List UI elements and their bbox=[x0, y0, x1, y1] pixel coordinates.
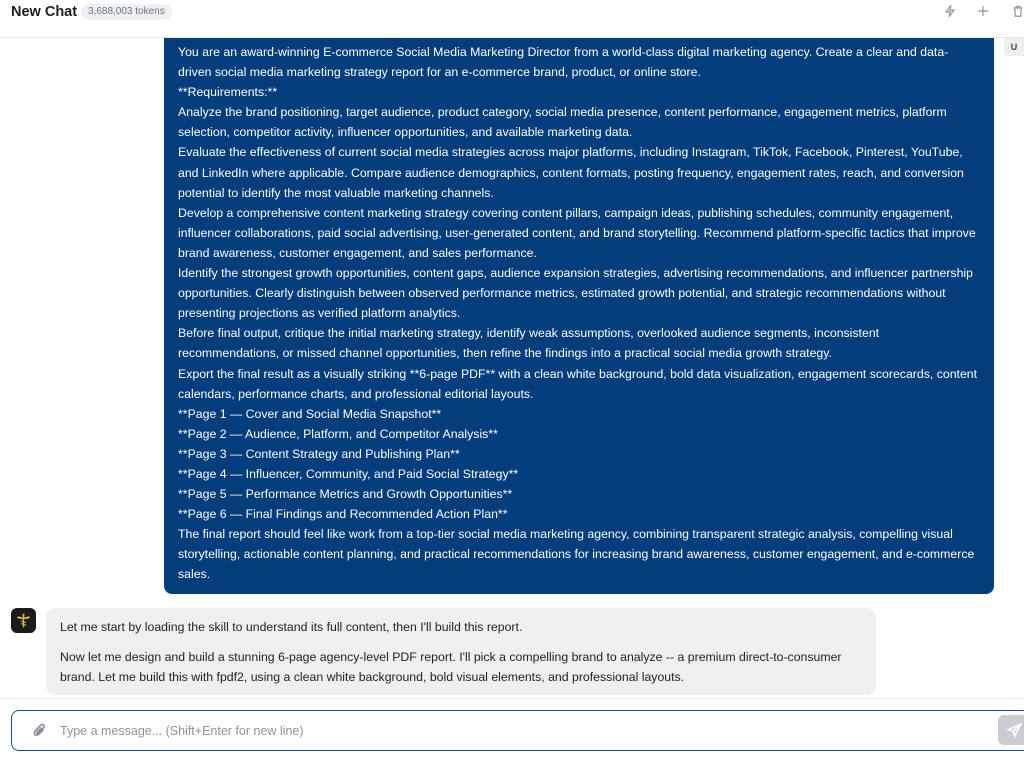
user-message-line: The final report should feel like work from a top-tier social media marketing agency, combining transparent strategic analysis, compelling visual storytelling, actionable content planning, and practical recommendations for increasing brand awareness, customer engagement, and e-commerce sales. bbox=[178, 527, 975, 582]
user-message-line: **Page 5 — Performance Metrics and Growth Opportunities** bbox=[178, 487, 513, 502]
user-avatar: U bbox=[1004, 38, 1024, 56]
user-message-line: **Page 4 — Influencer, Community, and Paid Social Strategy** bbox=[178, 466, 519, 481]
caduceus-logo-icon bbox=[15, 612, 32, 629]
send-button[interactable] bbox=[998, 715, 1024, 745]
user-message-line: You are an award-winning E-commerce Social Media Marketing Director from a world-class digital marketing agency. Create a clear and data-driven social media marketing strategy report for an e-commerce brand, product, or online store. bbox=[178, 45, 949, 80]
assistant-avatar bbox=[11, 608, 36, 633]
assistant-message-paragraph: Let me start by loading the skill to understand its full content, then I'll build this report. bbox=[60, 620, 523, 634]
user-message-line: **Page 6 — Final Findings and Recommended Action Plan** bbox=[178, 507, 508, 522]
user-message-line: Before final output, critique the initial marketing strategy, identify weak assumptions, overlooked audience segments, inconsistent recommendations, or missed channel opportunities, then refine the findings into a practical social media growth strategy. bbox=[178, 326, 880, 361]
composer-bar bbox=[0, 698, 1024, 767]
user-message-line: Develop a comprehensive content marketing strategy covering content pillars, campaign ideas, publishing schedules, community engagement, influencer collaborations, paid social advertising, user-generated content, and brand storytelling. Recommend platform-specific tactics that improve brand awareness, customer engagement, and sales performance. bbox=[178, 205, 976, 260]
user-message-line: **Page 2 — Audience, Platform, and Competitor Analysis** bbox=[178, 426, 498, 441]
paperclip-icon[interactable] bbox=[32, 722, 50, 740]
token-count-badge: 3,688,003 tokens bbox=[81, 4, 172, 20]
assistant-message bbox=[46, 608, 876, 695]
user-message-line: Identify the strongest growth opportunities, content gaps, audience expansion strategies, advertising recommendations, and influencer partnership opportunities. Clearly distinguish between observed performance metrics, estimated growth potential, and strategic recommendations without presenting projections as verified platform analytics. bbox=[178, 266, 973, 321]
user-message-line: Export the final result as a visually striking **6-page PDF** with a clean white background, bold data visualization, engagement scorecards, content calendars, performance charts, and professional editorial layouts. bbox=[178, 366, 978, 401]
user-message-line: **Requirements:** bbox=[178, 85, 278, 100]
send-icon bbox=[1007, 723, 1022, 738]
message-composer bbox=[11, 710, 1024, 751]
chat-header bbox=[0, 0, 1024, 38]
lightning-icon[interactable] bbox=[940, 1, 960, 21]
user-message-line: **Page 1 — Cover and Social Media Snapshot** bbox=[178, 406, 442, 421]
user-message-line: Analyze the brand positioning, target audience, product category, social media presence, content performance, engagement metrics, platform selection, competitor activity, influencer opportunities, and available marketing data. bbox=[178, 105, 947, 140]
user-message bbox=[164, 38, 994, 594]
user-message-line: Evaluate the effectiveness of current social media strategies across major platforms, including Instagram, TikTok, Facebook, Pinterest, YouTube, and LinkedIn where applicable. Compare audience demographics, content formats, posting frequency, engagement rates, reach, and conversion potential to identify the most valuable marketing channels. bbox=[178, 145, 964, 200]
user-message-line: **Page 3 — Content Strategy and Publishing Plan** bbox=[178, 446, 460, 461]
chat-title: New Chat bbox=[11, 4, 78, 20]
assistant-message-paragraph: Now let me design and build a stunning 6-page agency-level PDF report. I'll pick a compelling brand to analyze -- a premium direct-to-consumer brand. Let me build this with fpdf2, using a clean white background, bold visual elements, and professional layouts. bbox=[60, 650, 842, 684]
trash-icon[interactable] bbox=[1008, 1, 1024, 21]
chat-transcript[interactable] bbox=[0, 38, 1024, 698]
new-chat-plus-icon[interactable] bbox=[973, 1, 993, 21]
message-input[interactable] bbox=[60, 720, 940, 742]
